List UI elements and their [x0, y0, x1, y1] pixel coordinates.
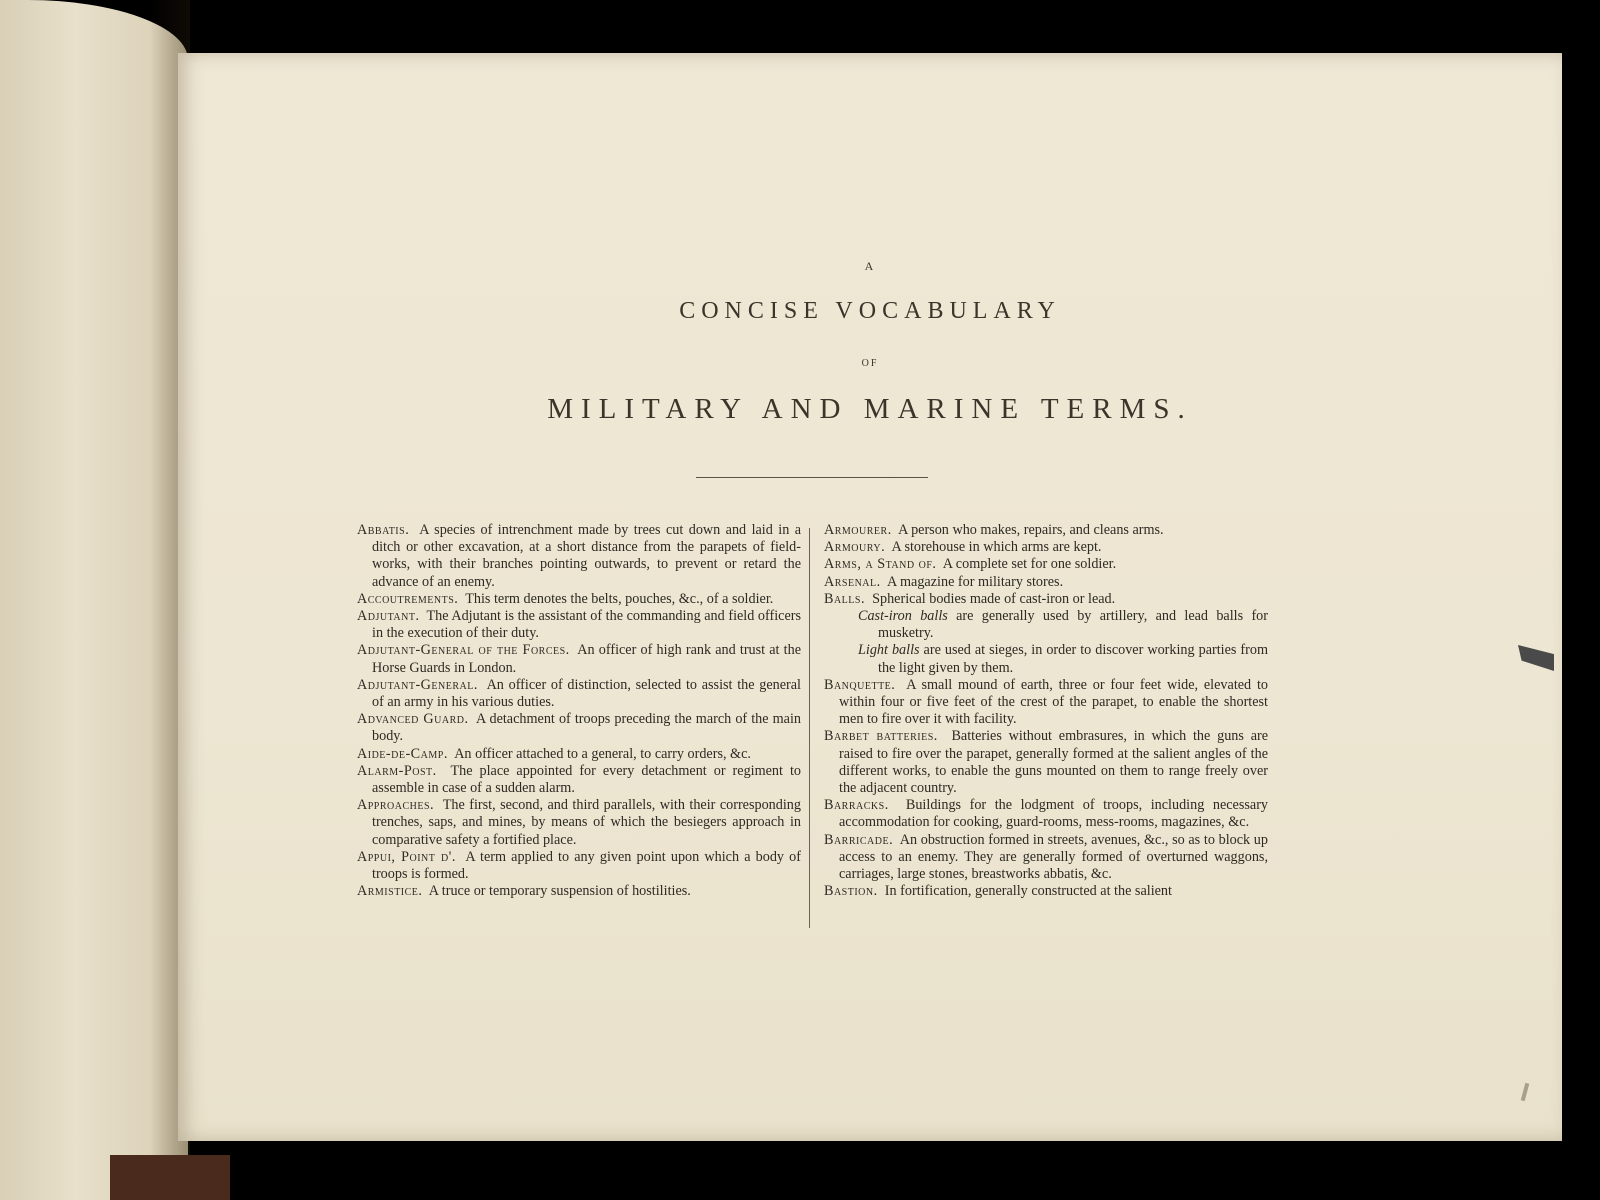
entry-sub-note	[824, 608, 1268, 642]
entry-term: Aide-de-Camp.	[357, 745, 448, 762]
entry-definition: A storehouse in which arms are kept.	[891, 539, 1102, 556]
entry-definition: The Adjutant is the assistant of the commanding and field officers in the execution of their duty.	[372, 608, 802, 642]
entry-definition: A truce or temporary suspension of hostilities.	[428, 883, 691, 900]
entry-definition: Buildings for the lodgment of troops, including necessary accommodation for cooking, guard-rooms, mess-rooms, magazines, &c.	[839, 797, 1269, 831]
vocabulary-entry	[357, 746, 801, 763]
entry-definition: A small mound of earth, three or four feet wide, elevated to within four or five feet of the crest of the parapet, to enable the shortest men to fire over it with facility.	[839, 676, 1268, 728]
title-of: OF	[861, 358, 879, 369]
vocabulary-entry	[824, 677, 1268, 729]
vocabulary-entry	[357, 591, 801, 608]
entry-term: Barracks.	[824, 797, 889, 814]
column-divider	[809, 528, 810, 928]
entry-term: Appui, Point d'.	[357, 848, 456, 865]
vocabulary-entry	[824, 832, 1268, 884]
vocabulary-entry	[357, 522, 801, 591]
entry-term: Bastion.	[824, 883, 878, 900]
vocabulary-entry	[824, 883, 1268, 900]
sub-note-text: are generally used by artillery, and lead balls for musketry.	[878, 608, 1268, 642]
entry-definition: An officer of high rank and trust at the Horse Guards in London.	[372, 642, 801, 676]
vocabulary-entry	[357, 711, 801, 745]
entry-definition: In fortification, generally constructed at the salient	[884, 883, 1172, 900]
vocabulary-entry	[824, 591, 1268, 608]
right-page	[178, 53, 1562, 1141]
vocabulary-entry	[824, 728, 1268, 797]
entry-term: Armistice.	[357, 883, 423, 900]
entry-term: Armourer.	[824, 522, 892, 538]
entry-definition: A detachment of troops preceding the march of the main body.	[372, 711, 801, 745]
vocabulary-entry	[357, 797, 801, 849]
left-column	[357, 522, 801, 900]
entry-term: Arms, a Stand of.	[824, 556, 937, 573]
entry-definition: An officer of distinction, selected to assist the general of an army in his various duties.	[372, 676, 801, 711]
title-rule	[696, 477, 928, 478]
vocabulary-entry	[357, 883, 801, 900]
vocabulary-entry	[357, 677, 801, 711]
vocabulary-entry	[824, 522, 1268, 539]
entry-definition: A term applied to any given point upon which a body of troops is formed.	[372, 848, 801, 883]
title-concise-vocabulary: CONCISE VOCABULARY	[679, 298, 1061, 324]
vocabulary-entry	[824, 539, 1268, 556]
paper-speck	[1521, 1083, 1530, 1101]
vocabulary-entry	[357, 763, 801, 797]
entry-definition: The place appointed for every detachment or regiment to assemble in case of a sudden alarm.	[372, 762, 801, 797]
book-cover-edge	[110, 1155, 230, 1200]
entry-definition: An obstruction formed in streets, avenues, &c., so as to block up access to an enemy. They are generally formed of overturned waggons, carriages, large stones, breastworks abbatis, &c.	[839, 831, 1268, 883]
title-article: A	[864, 259, 876, 273]
entry-definition: An officer attached to a general, to carry orders, &c.	[454, 745, 751, 762]
entry-term: Adjutant.	[357, 608, 420, 625]
entry-term: Approaches.	[357, 797, 435, 814]
entry-term: Barbet batteries.	[824, 728, 938, 745]
entry-definition: A species of intrenchment made by trees cut down and laid in a ditch or other excavation, at a short distance from the parapets of field-works, with their branches pointing outwards, to prevent or retard the advance of an enemy.	[372, 522, 801, 590]
entry-term: Alarm-Post.	[357, 762, 437, 779]
entry-definition: Spherical bodies made of cast-iron or lead.	[872, 590, 1116, 607]
entry-definition: Batteries without embrasures, in which the guns are raised to fire over the parapet, generally formed at the salient angles of the different works, to enable the guns mounted on them to range freely over the adjacent country.	[839, 728, 1269, 797]
entry-sub-note	[824, 642, 1268, 676]
entry-term: Barricade.	[824, 831, 894, 848]
sub-note-emphasis: Light balls	[858, 642, 920, 659]
entry-term: Abbatis.	[357, 522, 410, 538]
sub-note-emphasis: Cast-iron balls	[858, 608, 948, 625]
entry-definition: This term denotes the belts, pouches, &c., of a soldier.	[465, 590, 774, 607]
entry-definition: A magazine for military stores.	[887, 573, 1064, 590]
vocabulary-entry	[824, 574, 1268, 591]
vocabulary-entry	[824, 797, 1268, 831]
entry-term: Banquette.	[824, 676, 896, 693]
entry-definition: A person who makes, repairs, and cleans arms.	[898, 522, 1164, 538]
entry-term: Accoutrements.	[357, 590, 459, 607]
entry-term: Arsenal.	[824, 573, 881, 590]
entry-term: Adjutant-General of the Forces.	[357, 642, 570, 659]
entry-term: Adjutant-General.	[357, 676, 478, 693]
entry-term: Armoury.	[824, 539, 886, 556]
entry-definition: A complete set for one soldier.	[942, 556, 1117, 573]
title-military-marine-terms: MILITARY AND MARINE TERMS.	[547, 393, 1193, 425]
right-column	[824, 522, 1268, 900]
entry-term: Balls.	[824, 590, 866, 607]
entry-term: Advanced Guard.	[357, 711, 469, 728]
entry-definition: The first, second, and third parallels, with their corresponding trenches, saps, and mines, by means of which the besiegers approach in comparative safety a fortified place.	[372, 797, 801, 848]
vocabulary-entry	[357, 608, 801, 642]
vocabulary-entry	[824, 556, 1268, 573]
sub-note-text: are used at sieges, in order to discover working parties from the light given by them.	[878, 642, 1268, 676]
vocabulary-entry	[357, 849, 801, 883]
vocabulary-entry	[357, 642, 801, 676]
